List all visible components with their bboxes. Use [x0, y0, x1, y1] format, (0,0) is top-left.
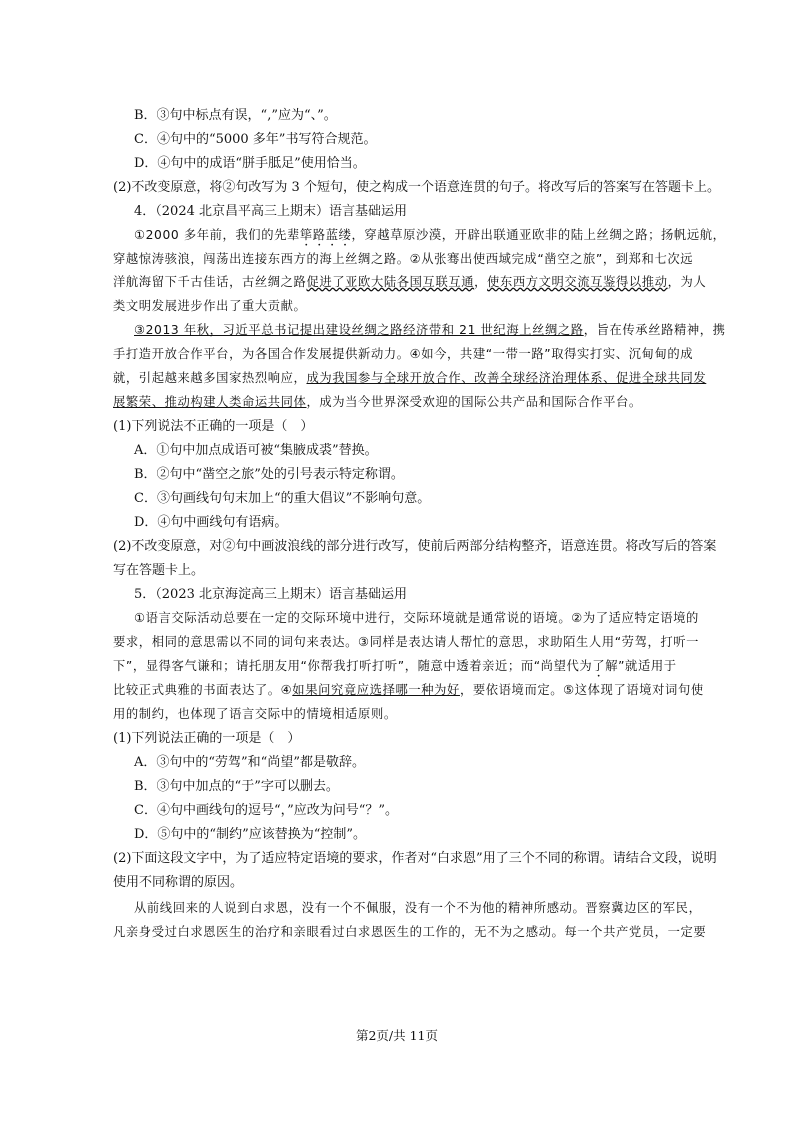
passage-text: ，要依语境而定。⑤这体现了语境对词句使: [459, 683, 704, 697]
option-line: B．②句中“凿空之旅”处的引号表示特定称谓。: [134, 467, 404, 482]
option-line: D．④句中画线句有语病。: [134, 515, 288, 530]
passage-text: ，成为当今世界深受欢迎的国际公共产品和国际合作平台。: [306, 395, 642, 409]
page-footer: 第2页/共 11页: [355, 1028, 439, 1043]
passage-line: 从前线回来的人说到白求恩，没有一个不佩服，没有一个不为他的精神所感动。晋察冀边区的军民，: [134, 901, 702, 915]
passage-line: [134, 226, 726, 249]
underlined-text: ③2013 年秋，习近平总书记提出建设丝绸之路经济带和 21 世纪海上丝绸之路: [134, 323, 584, 337]
passage-text: 比较正式典雅的书面表达了。④: [113, 683, 293, 697]
option-line: D．⑤句中的“制约”应该替换为“控制”。: [134, 827, 367, 842]
question-line: (1)下列说法不正确的一项是（ ）: [113, 419, 314, 434]
passage-text: ，为人: [667, 275, 707, 289]
passage-line: [113, 369, 707, 388]
passage-line: [113, 393, 683, 412]
passage-line: 用的制约，也体现了语言交际中的情境相适原则。: [113, 707, 397, 721]
passage-text: 下”，显得客气谦和；请托朋友用“你帮我打听打听”，随意中透着亲近；而“尚望代为: [113, 659, 593, 673]
underlined-text: 展繁荣、推动构建人类命运共同体: [113, 395, 307, 409]
passage-text: 解”就适用于: [605, 659, 677, 673]
option-line: C．④句中画线句的逗号“，”应改为问号“？”。: [134, 803, 399, 818]
dotted-character: 了: [592, 659, 606, 673]
passage-line: 要求，相同的意思需以不同的词句来表达。③同样是表达请人帮忙的意思，求助陌生人用“劳驾，打听一: [113, 635, 700, 649]
passage-text: 就，引起越来越多国家热烈响应，: [113, 371, 307, 385]
wavy-underlined-text: 促进了亚欧大陆各国互联互通: [306, 275, 475, 289]
passage-line: [134, 321, 726, 340]
question-line: (1)下列说法正确的一项是（ ）: [113, 731, 301, 746]
question-line: (2)下面这段文字中，为了适应特定语境的要求，作者对“白求恩”用了三个不同的称谓。请结合文段，说明: [113, 851, 717, 866]
option-line: A．①句中加点成语可被“集腋成裘”替换。: [134, 443, 378, 458]
wavy-underlined-text: 使东西方文明交流互鉴得以推动: [487, 275, 668, 289]
passage-line: 穿越惊涛骇浪，闯荡出连接东西方的海上丝绸之路。②从张骞出使西域完成“凿空之旅”，到郑和七次远: [113, 252, 694, 266]
passage-line: 凡亲身受过白求恩医生的治疗和亲眼看过白求恩医生的工作的，无不为之感动。每一个共产党员，一定要: [113, 925, 707, 939]
option-line: B．③句中标点有误，“,”应为“、”。: [134, 108, 337, 123]
passage-line: 类文明发展进步作出了重大贡献。: [113, 299, 307, 313]
passage-line: [113, 273, 707, 292]
underlined-text: 成为我国参与全球开放合作、改善全球经济治理体系、促进全球共同发: [306, 371, 707, 385]
option-line: A．③句中的“劳驾”和“尚望”都是敬辞。: [134, 755, 365, 770]
question-line: (2)不改变原意，将②句改写为 3 个短句，使之构成一个语意连贯的句子。将改写后的答案写在答题卡上。: [113, 180, 720, 195]
passage-text: 洋航海留下千古佳话，古丝绸之路: [113, 275, 307, 289]
option-line: B．③句中加点的“于”字可以删去。: [134, 779, 339, 794]
passage-text: ，穿越草原沙漠，开辟出联通亚欧非的陆上丝绸之路；扬帆远航，: [351, 228, 726, 242]
passage-line: [113, 681, 704, 700]
question-line: 写在答题卡上。: [113, 563, 205, 578]
option-line: C．④句中的“5000 多年”书写符合规范。: [134, 132, 377, 147]
section-heading: 5．（2023 北京海淀高三上期末）语言基础运用: [134, 587, 407, 602]
question-line: (2)不改变原意，对②句中画波浪线的部分进行改写，使前后两部分结构整齐，语意连贯。将改写后的答案: [113, 539, 717, 554]
question-line: 使用不同称谓的原因。: [113, 875, 244, 890]
option-line: D．④句中的成语“胼手胝足”使用恰当。: [134, 156, 366, 171]
option-line: C．③句画线句句末加上“的重大倡议”不影响句意。: [134, 491, 431, 506]
dotted-idiom: 筚路蓝缕: [299, 228, 352, 242]
passage-text: ，: [474, 275, 488, 289]
passage-line: [113, 657, 683, 680]
section-heading: 4．（2024 北京昌平高三上期末）语言基础运用: [134, 204, 407, 219]
passage-text: ，旨在传承丝路精神，携: [583, 323, 726, 337]
passage-text: ①2000 多年前，我们的先辈: [134, 228, 300, 242]
passage-line: ①语言交际活动总要在一定的交际环境中进行，交际环境就是通常说的语境。②为了适应特定语境的: [134, 611, 699, 625]
underlined-text: 如果问究竟应选择哪一种为好: [292, 683, 460, 697]
passage-line: 手打造开放合作平台，为各国合作发展提供新动力。④如今，共建“一带一路”取得实打实、沉甸甸的成: [113, 347, 694, 361]
